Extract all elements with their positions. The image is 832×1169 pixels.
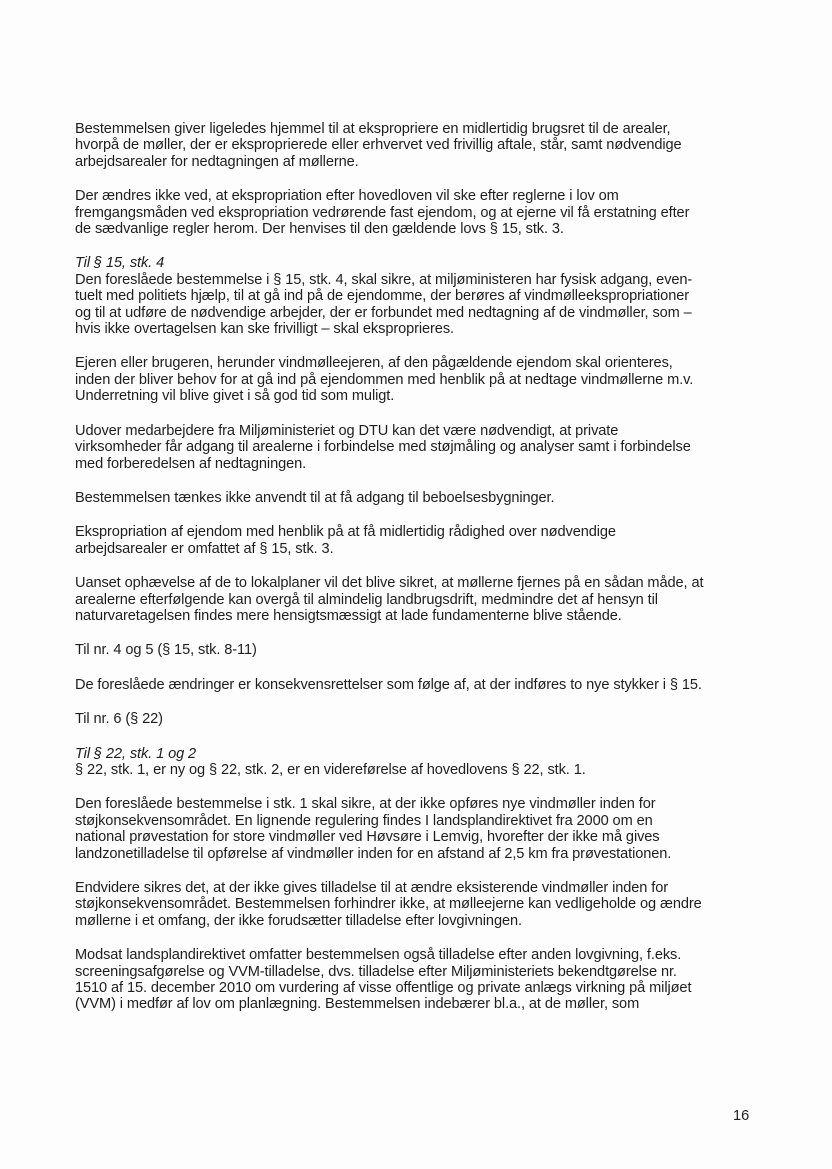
text-line: hvorpå de møller, der er eksproprierede eller erhvervet ved frivillig aftale, står, samt nødvendige	[75, 137, 682, 154]
paragraph	[75, 255, 760, 337]
text-line: virksomheder får adgang til arealerne i forbindelse med støjmåling og analyser samt i forbindelse	[75, 439, 691, 456]
text-line: arbejdsarealer er omfattet af § 15, stk. 3.	[75, 540, 334, 557]
text-line: 1510 af 15. december 2010 om vurdering af visse offentlige og private anlægs virkning på miljøet	[75, 980, 692, 997]
paragraph	[75, 524, 760, 557]
paragraph	[75, 711, 760, 727]
text-line: (VVM) i medfør af lov om planlægning. Bestemmelsen indebærer bl.a., at de møller, som	[75, 996, 640, 1013]
text-line: Modsat landsplandirektivet omfatter bestemmelsen også tilladelse efter anden lovgivning, f.eks.	[75, 947, 682, 964]
text-line: Endvidere sikres det, at der ikke gives tilladelse til at ændre eksisterende vindmøller inden for	[75, 880, 668, 896]
paragraph	[75, 677, 760, 693]
text-line: national prøvestation for store vindmøller ved Høvsøre i Lemvig, hvorefter der ikke må gives	[75, 829, 660, 846]
text-line: Til nr. 4 og 5 (§ 15, stk. 8-11)	[75, 642, 257, 659]
document-body	[75, 121, 760, 1031]
text-line: fremgangsmåden ved ekspropriation vedrørende fast ejendom, og at ejerne vil få erstatning efter	[75, 204, 690, 221]
text-line: Der ændres ikke ved, at ekspropriation efter hovedloven vil ske efter reglerne i lov om	[75, 188, 619, 205]
paragraph	[75, 423, 760, 472]
text-line: Udover medarbejdere fra Miljøministeriet og DTU kan det være nødvendigt, at private	[75, 422, 619, 439]
text-line: screeningsafgørelse og VVM-tilladelse, dvs. tilladelse efter Miljøministeriets bekendtgørelse nr.	[75, 963, 677, 980]
text-line: Bestemmelsen tænkes ikke anvendt til at få adgang til beboelsesbygninger.	[75, 489, 555, 506]
text-line: § 22, stk. 1, er ny og § 22, stk. 2, er en videreførelse af hovedlovens § 22, stk. 1.	[75, 761, 586, 778]
paragraph	[75, 642, 760, 658]
section-heading: Til § 22, stk. 1 og 2	[75, 745, 197, 762]
page-number: 16	[733, 1108, 750, 1124]
text-line: naturvaretagelsen findes mere hensigtsmæssigt at lade fundamenterne blive stående.	[75, 607, 622, 624]
text-line: møllerne i et omfang, der ikke forudsætter tilladelse efter lovgivningen.	[75, 912, 522, 929]
text-line: arealerne efterfølgende kan overgå til almindelig landbrugsdrift, medmindre det af hensyn til	[75, 591, 658, 608]
text-line: De foreslåede ændringer er konsekvensrettelser som følge af, at der indføres to nye stykker i § 15.	[75, 676, 702, 693]
text-line: inden der bliver behov for at gå ind på ejendommen med henblik på at nedtage vindmøllerne m.v.	[75, 371, 694, 388]
text-line: arbejdsarealer for nedtagningen af møllerne.	[75, 153, 359, 170]
text-line: støjkonsekvensområdet. Bestemmelsen forhindrer ikke, at mølleejerne kan vedligeholde og ændre	[75, 896, 702, 913]
text-line: hvis ikke overtagelsen kan ske frivilligt – skal eksproprieres.	[75, 321, 454, 338]
text-line: Til nr. 6 (§ 22)	[75, 711, 163, 728]
text-line: de sædvanlige regler herom. Der henvises til den gældende lovs § 15, stk. 3.	[75, 221, 564, 238]
paragraph	[75, 188, 760, 237]
text-line: Uanset ophævelse af de to lokalplaner vil det blive sikret, at møllerne fjernes på en sådan måde, at	[75, 575, 704, 592]
text-line: Bestemmelsen giver ligeledes hjemmel til at ekspropriere en midlertidig brugsret til de arealer,	[75, 121, 671, 137]
text-line: landzonetilladelse til opførelse af vindmøller inden for en afstand af 2,5 km fra prøvestationen.	[75, 845, 672, 862]
text-line: støjkonsekvensområdet. En lignende regulering findes I landsplandirektivet fra 2000 om en	[75, 812, 653, 829]
paragraph	[75, 796, 760, 862]
paragraph	[75, 490, 760, 506]
section-heading: Til § 15, stk. 4	[75, 255, 165, 272]
text-line: Den foreslåede bestemmelse i § 15, stk. 4, skal sikre, at miljøministeren har fysisk adgang, even-	[75, 271, 693, 288]
text-line: Underretning vil blive givet i så god tid som muligt.	[75, 388, 395, 405]
paragraph	[75, 355, 760, 404]
text-line: Ekspropriation af ejendom med henblik på at få midlertidig rådighed over nødvendige	[75, 524, 616, 541]
text-line: Ejeren eller brugeren, herunder vindmølleejeren, af den pågældende ejendom skal orienteres,	[75, 355, 673, 372]
paragraph	[75, 880, 760, 929]
paragraph	[75, 575, 760, 624]
paragraph	[75, 947, 760, 1013]
text-line: med forberedelsen af nedtagningen.	[75, 455, 307, 472]
paragraph	[75, 121, 760, 170]
text-line: Den foreslåede bestemmelse i stk. 1 skal sikre, at der ikke opføres nye vindmøller inden for	[75, 796, 656, 813]
text-line: tuelt med politiets hjælp, til at gå ind på de ejendomme, der berøres af vindmølleekspropriationer	[75, 288, 689, 305]
text-line: og til at udføre de nødvendige arbejder, der er forbundet med nedtagning af de vindmøller, som –	[75, 304, 692, 321]
paragraph	[75, 746, 760, 779]
